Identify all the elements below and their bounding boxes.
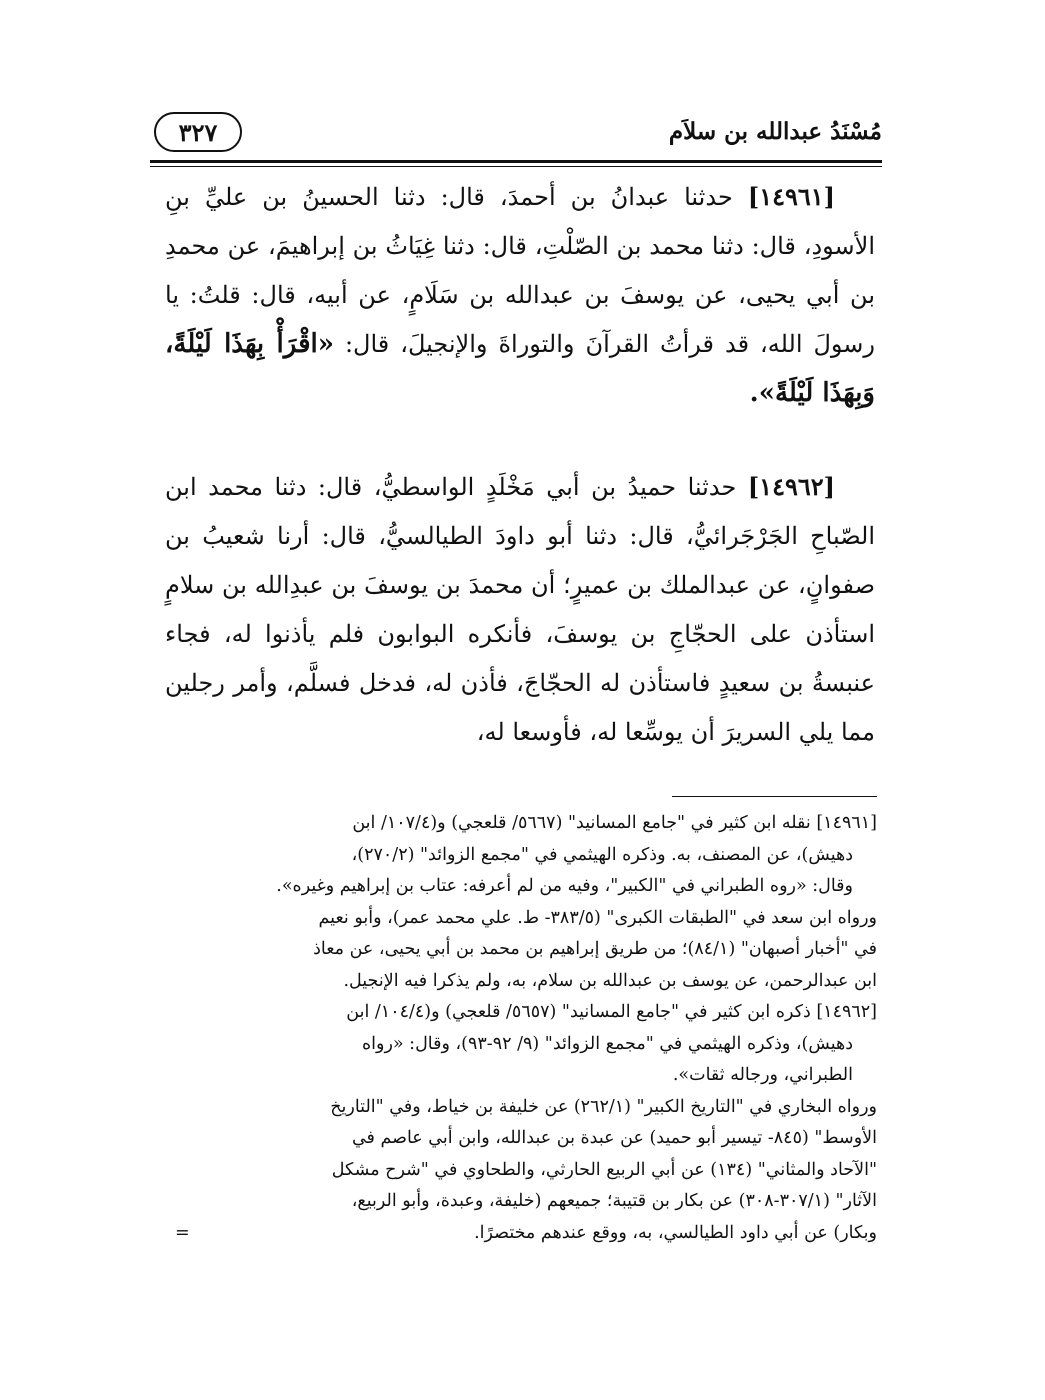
hadith-paragraph-1 <box>165 172 875 418</box>
running-title: مُسْنَدُ عبدالله بن سلاَم <box>668 118 882 145</box>
hadith-text: حدثنا حميدُ بن أبي مَخْلَدٍ الواسطيُّ، قال: دثنا محمد ابن الصّباحِ الجَرْجَرائيُّ، قال: دثنا أبو داودَ الطيالسيُّ، قال: أرنا شعيبُ بن صفوانٍ، عن عبدالملك بن عميرٍ؛ أن محمدَ بن يوسفَ بن عبدِالله بن سلامٍ استأذن على الحجّاجِ بن يوسفَ، فأنكره البوابون فلم يأذنوا له، فجاء عنبسةُ بن سعيدٍ فاستأذن له الحجّاجَ، فأذن له، فدخل فسلَّم، وأمر رجلين مما يلي السريرَ أن يوسِّعا له، فأوسعا له، <box>165 473 875 746</box>
hadith-number: [١٤٩٦١] <box>747 182 835 211</box>
hadith-paragraph-2 <box>165 462 875 757</box>
page-number: ٣٢٧ <box>178 117 218 147</box>
hadith-number: [١٤٩٦٢] <box>747 472 835 501</box>
footnote-1 <box>165 808 877 997</box>
footnote-2 <box>165 997 877 1249</box>
footnote-line: الطبراني، ورجاله ثقات». <box>672 1065 853 1085</box>
prophet-quote: «اقْرَأْ بِهَذَا لَيْلَةً، وَبِهَذَا لَيْلَةً». <box>165 329 875 408</box>
header-rule-thick <box>150 160 882 163</box>
footnote-line: "الآحاد والمثاني" (١٣٤) عن أبي الربيع الحارثي، والطحاوي في "شرح مشكل <box>331 1159 877 1180</box>
footnote-line: وقال: «روه الطبراني في "الكبير"، وفيه من لم أعرفه: عتاب بن إبراهيم وغيره». <box>276 876 853 896</box>
footnote-line: دهيش)، وذكره الهيثمي في "مجمع الزوائد" (٩/ ٩٢-٩٣)، وقال: «رواه <box>361 1033 853 1054</box>
footnote-line: وبكار) عن أبي داود الطيالسي، به، ووقع عندهم مختصرًا. <box>474 1222 877 1243</box>
footnote-line: دهيش)، عن المصنف، به. وذكره الهيثمي في "مجمع الزوائد" (٢٧٠/٢)، <box>351 844 853 865</box>
footnote-line: [١٤٩٦٢] ذكره ابن كثير في "جامع المسانيد" (٥٦٥٧/ قلعجي) و(١٠٤/٤/ ابن <box>346 1002 877 1022</box>
footnote-line: [١٤٩٦١] نقله ابن كثير في "جامع المسانيد" (٥٦٦٧/ قلعجي) و(١٠٧/٤/ ابن <box>352 813 877 833</box>
hadith-text: حدثنا عبدانُ بن أحمدَ، قال: دثنا الحسينُ بن عليِّ بنِ الأسودِ، قال: دثنا محمد بن الصّلْتِ، قال: دثنا غِيَاثُ بن إبراهيمَ، عن محمدِ بن أبي يحيى، عن يوسفَ بن عبدالله بن سَلَامٍ، عن أبيه، قال: قلتُ: يا رسولَ الله، قد قرأتُ القرآنَ والتوراةَ والإنجيلَ، قال: <box>165 183 876 358</box>
footnote-line: ورواه ابن سعد في "الطبقات الكبرى" (٣٨٣/٥- ط. علي محمد عمر)، وأبو نعيم <box>318 907 877 928</box>
page-header <box>150 106 882 162</box>
footnote-separator <box>672 796 877 797</box>
header-rule-thin <box>150 166 882 167</box>
footnotes <box>165 808 877 1249</box>
footnote-line: في "أخبار أصبهان" (٨٤/١)؛ من طريق إبراهيم بن محمد بن أبي يحيى، عن معاذ <box>313 939 877 959</box>
footnote-line: الأوسط" (٨٤٥- تيسير أبو حميد) عن عبدة بن عبدالله، وابن أبي عاصم في <box>351 1128 877 1148</box>
footnote-line: ورواه البخاري في "التاريخ الكبير" (٢٦٢/١) عن خليفة بن خياط، وفي "التاريخ <box>330 1096 877 1117</box>
page-number-badge <box>154 112 242 152</box>
footnote-line: ابن عبدالرحمن، عن يوسف بن عبدالله بن سلام، به، ولم يذكرا فيه الإنجيل. <box>343 970 877 991</box>
footnote-last-line <box>165 1218 877 1250</box>
footnote-line: الآثار" (٣٠٧/١-٣٠٨) عن بكار بن قتيبة؛ جميعهم (خليفة، وعبدة، وأبو الربيع، <box>351 1191 877 1211</box>
continuation-mark: = <box>175 1222 190 1243</box>
